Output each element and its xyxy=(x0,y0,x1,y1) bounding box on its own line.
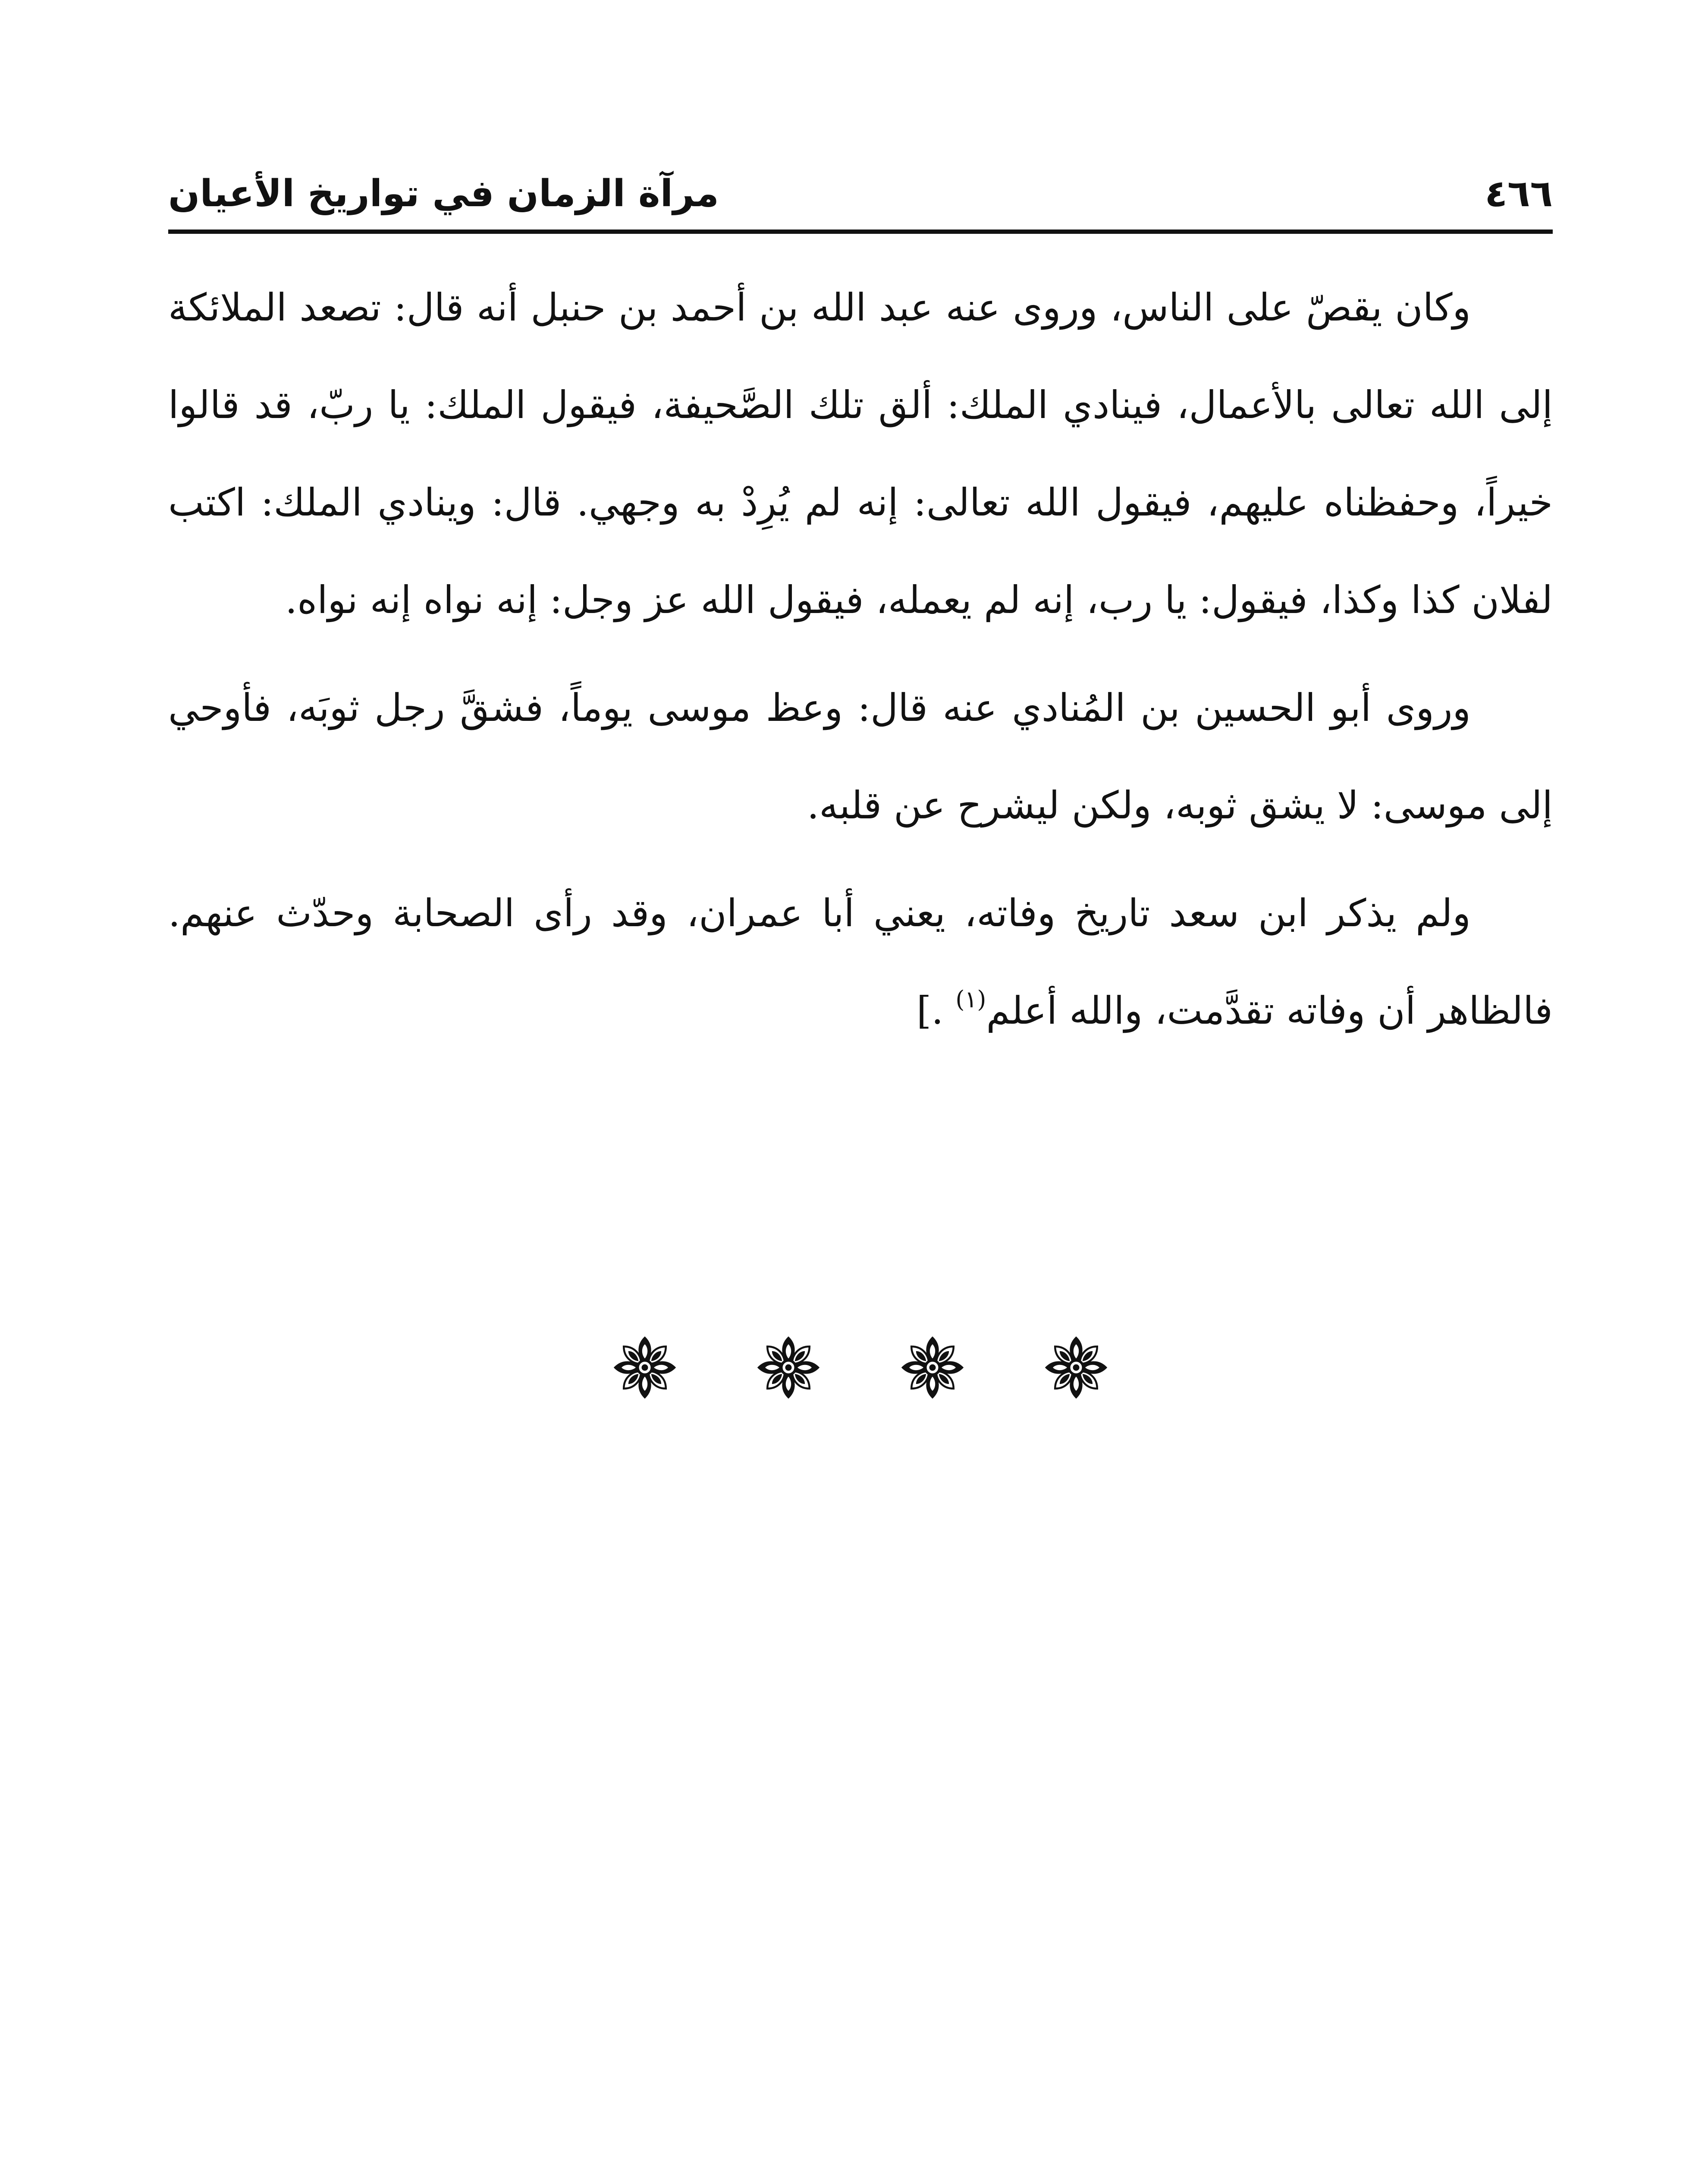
paragraph-text: ولم يذكر ابن سعد تاريخ وفاته، يعني أبا عمران، وقد رأى الصحابة وحدّث عنهم. فالظاهر أن وفاته تقدَّمت، والله أعلم xyxy=(168,891,1553,1033)
page-header xyxy=(168,142,1553,229)
running-title: مرآة الزمان في تواريخ الأعيان xyxy=(168,172,719,215)
main-text xyxy=(168,259,1553,1070)
flower-ornament-icon xyxy=(1044,1335,1108,1400)
flower-ornament-icon xyxy=(756,1335,821,1400)
paragraph-with-footnote xyxy=(168,865,1553,1060)
header-divider xyxy=(168,230,1553,234)
footnote-marker: (١) xyxy=(955,986,986,1013)
flower-ornament-icon xyxy=(612,1335,677,1400)
closing-bracket: .] xyxy=(917,988,956,1033)
page-number: ٤٦٦ xyxy=(1485,172,1553,215)
paragraph: وروى أبو الحسين بن المُنادي عنه قال: وعظ موسى يوماً، فشقَّ رجل ثوبَه، فأوحي إلى موسى: لا يشق ثوبه، ولكن ليشرح عن قلبه. xyxy=(168,685,1553,827)
flower-ornament-icon xyxy=(900,1335,965,1400)
paragraph: وكان يقصّ على الناس، وروى عنه عبد الله بن أحمد بن حنبل أنه قال: تصعد الملائكة إلى الله تعالى بالأعمال، فينادي الملك: ألق تلك الصَّحيفة، فيقول الملك: يا ربّ، قد قالوا خيراً، وحفظناه عليهم، فيقول الله تعالى: إنه لم يُرِدْ به وجهي. قال: وينادي الملك: اكتب لفلان كذا وكذا، فيقول: يا رب، إنه لم يعمله، فيقول الله عز وجل: إنه نواه إنه نواه. xyxy=(168,285,1553,622)
section-ornaments xyxy=(612,1329,1108,1406)
